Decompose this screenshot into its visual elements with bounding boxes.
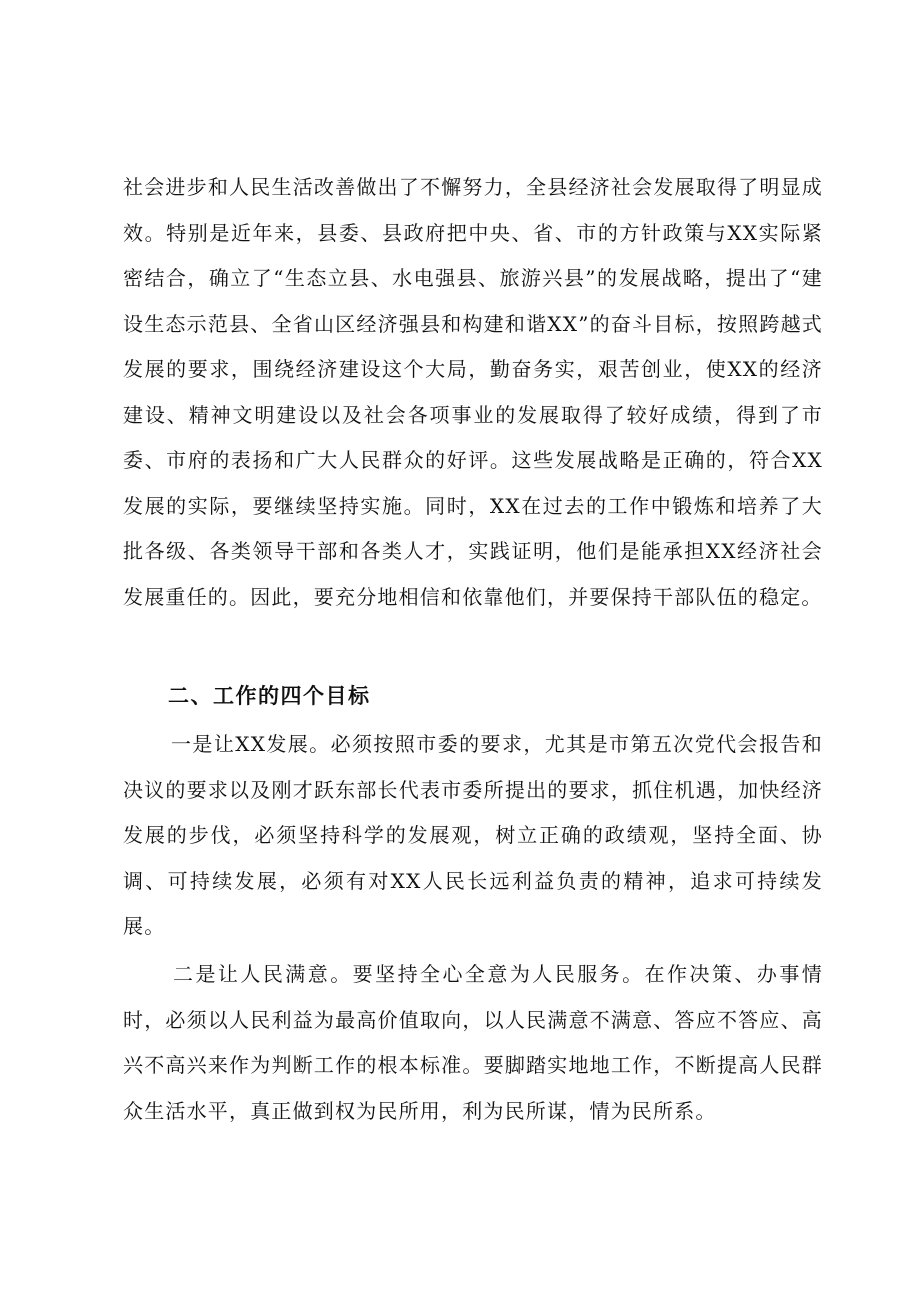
body-paragraph-continued: 社会进步和人民生活改善做出了不懈努力，全县经济社会发展取得了明显成效。特别是近年来，县委、县政府把中央、省、市的方针政策与XX实际紧密结合，确立了“生态立县、水电强县、旅游兴县”的发展战略，提出了“建设生态示范县、全省山区经济强县和构建和谐XX”的奋斗目标，按照跨越式发展的要求，围绕经济建设这个大局，勤奋务实，艰苦创业，使XX的经济建设、精神文明建设以及社会各项事业的发展取得了较好成绩，得到了市委、市府的表扬和广大人民群众的好评。这些发展战略是正确的，符合XX发展的实际，要继续坚持实施。同时，XX在过去的工作中锻炼和培养了大批各级、各类领导干部和各类人才，实践证明，他们是能承担XX经济社会发展重任的。因此，要充分地相信和依靠他们，并要保持干部队伍的稳定。 xyxy=(123,175,823,609)
goal-one-paragraph: 一是让XX发展。必须按照市委的要求，尤其是市第五次党代会报告和决议的要求以及刚才跃东部长代表市委所提出的要求，抓住机遇，加快经济发展的步伐，必须坚持科学的发展观，树立正确的政绩观，坚持全面、协调、可持续发展，必须有对XX人民长远利益负责的精神，追求可持续发展。 xyxy=(123,732,823,938)
goal-two-paragraph: 二是让人民满意。要坚持全心全意为人民服务。在作决策、办事情时，必须以人民利益为最高价值取向，以人民满意不满意、答应不答应、高兴不高兴来作为判断工作的根本标准。要脚踏实地地工作，不断提高人民群众生活水平，真正做到权为民所用，利为民所谋，情为民所系。 xyxy=(123,962,823,1123)
section-heading: 二、工作的四个目标 xyxy=(168,684,371,708)
